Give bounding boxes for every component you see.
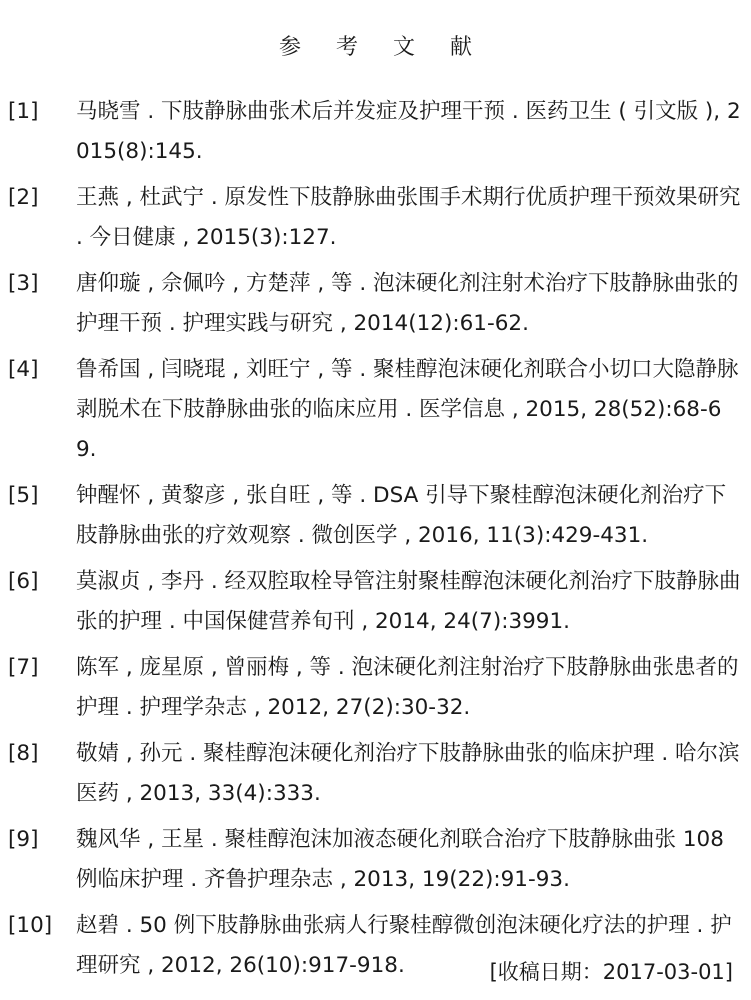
reference-number: [3] (8, 271, 39, 296)
reference-number: [9] (8, 827, 39, 852)
reference-text: 魏风华 , 王星 . 聚桂醇泡沫加液态硬化剂联合治疗下肢静脉曲张 108 例临床护理 . 齐鲁护理杂志 , 2013, 19(22):91-93. (76, 827, 724, 892)
reference-number: [10] (8, 913, 53, 938)
reference-item (0, 562, 751, 642)
reference-number: [2] (8, 185, 39, 210)
received-date: [收稿日期：2017-03-01] (489, 960, 733, 984)
reference-item (0, 264, 751, 344)
reference-number: [5] (8, 483, 39, 508)
reference-text: 敬婧 , 孙元 . 聚桂醇泡沫硬化剂治疗下肢静脉曲张的临床护理 . 哈尔滨医药 , 2013, 33(4):333. (76, 741, 740, 806)
reference-text: 陈军 , 庞星原 , 曾丽梅 , 等 . 泡沫硬化剂注射治疗下肢静脉曲张患者的护理 . 护理学杂志 , 2012, 27(2):30-32. (76, 655, 739, 720)
page-title: 参 考 文 献 (279, 35, 486, 60)
reference-item (0, 178, 751, 258)
reference-text: 赵碧 . 50 例下肢静脉曲张病人行聚桂醇微创泡沫硬化疗法的护理 . 护理研究 , 2012, 26(10):917-918. (76, 913, 732, 978)
reference-item (0, 734, 751, 814)
reference-number: [8] (8, 741, 39, 766)
reference-number: [6] (8, 569, 39, 594)
reference-text: 王燕 , 杜武宁 . 原发性下肢静脉曲张围手术期行优质护理干预效果研究 . 今日健康 , 2015(3):127. (76, 185, 741, 250)
reference-text: 钟醒怀 , 黄黎彦 , 张自旺 , 等 . DSA 引导下聚桂醇泡沫硬化剂治疗下肢静脉曲张的疗效观察 . 微创医学 , 2016, 11(3):429-431. (76, 483, 727, 548)
reference-number: [7] (8, 655, 39, 680)
reference-item (0, 350, 751, 470)
reference-item (0, 648, 751, 728)
reference-item (0, 820, 751, 900)
reference-item (0, 92, 751, 172)
reference-number: [1] (8, 99, 39, 124)
reference-text: 唐仰璇 , 佘佩吟 , 方楚萍 , 等 . 泡沫硬化剂注射术治疗下肢静脉曲张的护理干预 . 护理实践与研究 , 2014(12):61-62. (76, 271, 739, 336)
reference-text: 鲁希国 , 闫晓琨 , 刘旺宁 , 等 . 聚桂醇泡沫硬化剂联合小切口大隐静脉剥脱术在下肢静脉曲张的临床应用 . 医学信息 , 2015, 28(52):68-69. (76, 357, 739, 462)
reference-item (0, 476, 751, 556)
reference-text: 莫淑贞 , 李丹 . 经双腔取栓导管注射聚桂醇泡沫硬化剂治疗下肢静脉曲张的护理 . 中国保健营养旬刊 , 2014, 24(7):3991. (76, 569, 741, 634)
reference-text: 马晓雪 . 下肢静脉曲张术后并发症及护理干预 . 医药卫生 ( 引文版 ), 2015(8):145. (76, 99, 741, 164)
reference-number: [4] (8, 357, 39, 382)
reference-list (0, 92, 751, 992)
